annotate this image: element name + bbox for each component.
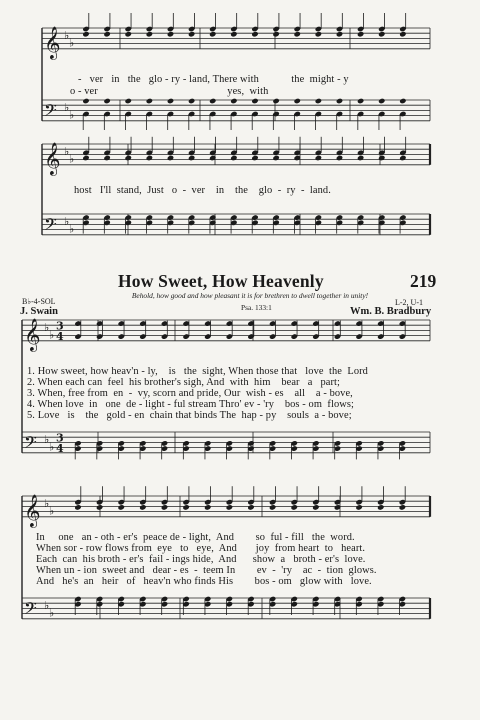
top-hymn-lyric-line-3: host I'll stand, Just o - ver in the glo - ry - land. (74, 185, 331, 196)
notehead (182, 504, 189, 510)
flat-icon: ♭ (44, 598, 50, 612)
notehead (125, 155, 132, 161)
flat-icon: ♭ (49, 440, 55, 454)
flat-icon: ♭ (69, 152, 75, 166)
notehead (167, 31, 174, 37)
notehead (103, 98, 110, 104)
bass-clef-icon: 𝄢 (44, 213, 57, 238)
flat-icon: ♭ (64, 144, 70, 158)
flat-icon: ♭ (64, 100, 70, 114)
notehead (139, 504, 146, 510)
flat-icon: ♭ (44, 432, 50, 446)
notehead (188, 98, 195, 104)
notehead (355, 504, 362, 510)
composer: Wm. B. Bradbury (350, 306, 432, 317)
scripture-reference: Psa. 133:1 (241, 303, 272, 312)
flat-icon: ♭ (49, 504, 55, 518)
notehead (272, 31, 279, 37)
notehead (378, 98, 385, 104)
verse-2-line-2: When sor - row flows from eye to eye, And joy from heart to heart. (36, 543, 366, 554)
flat-icon: ♭ (69, 108, 75, 122)
verse-3-line-2: Each can his broth - er's fail - ings hide, And show a broth - er's love. (36, 554, 366, 565)
notehead (377, 504, 384, 510)
notehead (125, 98, 132, 104)
notehead (251, 98, 258, 104)
notehead (209, 98, 216, 104)
verse-5-line-2: And he's an heir of heav'n who finds His bos - om glow with love. (36, 576, 372, 587)
notehead (230, 98, 237, 104)
flat-icon: ♭ (69, 36, 75, 50)
notehead (103, 31, 110, 37)
notehead (336, 155, 343, 161)
notehead (188, 31, 195, 37)
verse-4-line-1: 4. When love in one de - light - ful stream Thro' ev - 'ry bos - om flows; (27, 399, 354, 410)
time-signature: 3 (56, 319, 64, 333)
flat-icon: ♭ (64, 28, 70, 42)
notehead (312, 504, 319, 510)
notehead (251, 155, 258, 161)
notehead (336, 31, 343, 37)
notehead (82, 98, 89, 104)
notehead (103, 155, 110, 161)
notehead (251, 31, 258, 37)
notehead (294, 31, 301, 37)
notehead (357, 31, 364, 37)
notehead (399, 155, 406, 161)
verse-5-line-1: 5. Love is the gold - en chain that binds The hap - py souls a - bove; (27, 410, 352, 421)
notehead (378, 31, 385, 37)
notehead (399, 504, 406, 510)
flat-icon: ♭ (69, 222, 75, 236)
notehead (378, 155, 385, 161)
notehead (146, 31, 153, 37)
time-signature: 4 (56, 441, 64, 455)
hymn-code: L-2, U-1 (395, 298, 423, 307)
notehead (315, 98, 322, 104)
lyricist: J. Swain (20, 306, 58, 317)
notehead (82, 31, 89, 37)
notehead (230, 155, 237, 161)
bass-clef-icon: 𝄢 (44, 99, 57, 124)
treble-clef-icon: 𝄞 (44, 141, 61, 175)
verse-1-line-2: In one an - oth - er's peace de - light, And so ful - fill the word. (36, 532, 355, 543)
notehead (272, 155, 279, 161)
verse-1-line-1: 1. How sweet, how heav'n - ly, is the sight, When those that love the Lord (27, 366, 368, 377)
time-signature: 3 (56, 431, 64, 445)
flat-icon: ♭ (44, 320, 50, 334)
treble-clef-icon: 𝄞 (24, 317, 41, 351)
notehead (294, 98, 301, 104)
verse-3-line-1: 3. When, free from en - vy, scorn and pride, Our wish - es all a - bove, (27, 388, 353, 399)
treble-clef-icon: 𝄞 (24, 493, 41, 527)
notehead (146, 155, 153, 161)
verse-4-line-2: When un - ion sweet and dear - es - teem In ev - 'ry ac - tion glows. (36, 565, 377, 576)
notehead (230, 31, 237, 37)
notehead (357, 155, 364, 161)
notehead (146, 98, 153, 104)
notehead (226, 504, 233, 510)
flat-icon: ♭ (49, 328, 55, 342)
notehead (209, 31, 216, 37)
notehead (357, 98, 364, 104)
hymn-title: How Sweet, How Heavenly (118, 271, 324, 291)
notehead (315, 31, 322, 37)
notehead (167, 155, 174, 161)
notehead (125, 31, 132, 37)
notehead (167, 98, 174, 104)
top-hymn-lyric-line-2: o - ver yes, with (70, 86, 269, 97)
notehead (82, 155, 89, 161)
notehead (247, 504, 254, 510)
top-hymn-lyric-line-1: - ver in the glo - ry - land, There with the might - y (78, 74, 349, 85)
notehead (336, 98, 343, 104)
bass-clef-icon: 𝄢 (24, 597, 37, 622)
notehead (74, 504, 81, 510)
notehead (188, 155, 195, 161)
time-signature: 4 (56, 329, 64, 343)
notehead (315, 155, 322, 161)
flat-icon: ♭ (44, 496, 50, 510)
treble-clef-icon: 𝄞 (44, 25, 61, 59)
notehead (96, 504, 103, 510)
notehead (272, 98, 279, 104)
notehead (269, 504, 276, 510)
notehead (399, 31, 406, 37)
epigraph: Behold, how good and how pleasant it is for brethren to dwell together in unity! (131, 291, 369, 300)
notehead (291, 504, 298, 510)
notehead (204, 504, 211, 510)
flat-icon: ♭ (49, 606, 55, 620)
verse-2-line-1: 2. When each can feel his brother's sigh, And with him bear a part; (27, 377, 341, 388)
hymn-number: 219 (410, 271, 437, 291)
bass-clef-icon: 𝄢 (24, 431, 37, 456)
notehead (399, 98, 406, 104)
flat-icon: ♭ (64, 214, 70, 228)
notehead (118, 504, 125, 510)
key-signature-label: B♭-4-SOL (22, 297, 56, 306)
notehead (161, 504, 168, 510)
